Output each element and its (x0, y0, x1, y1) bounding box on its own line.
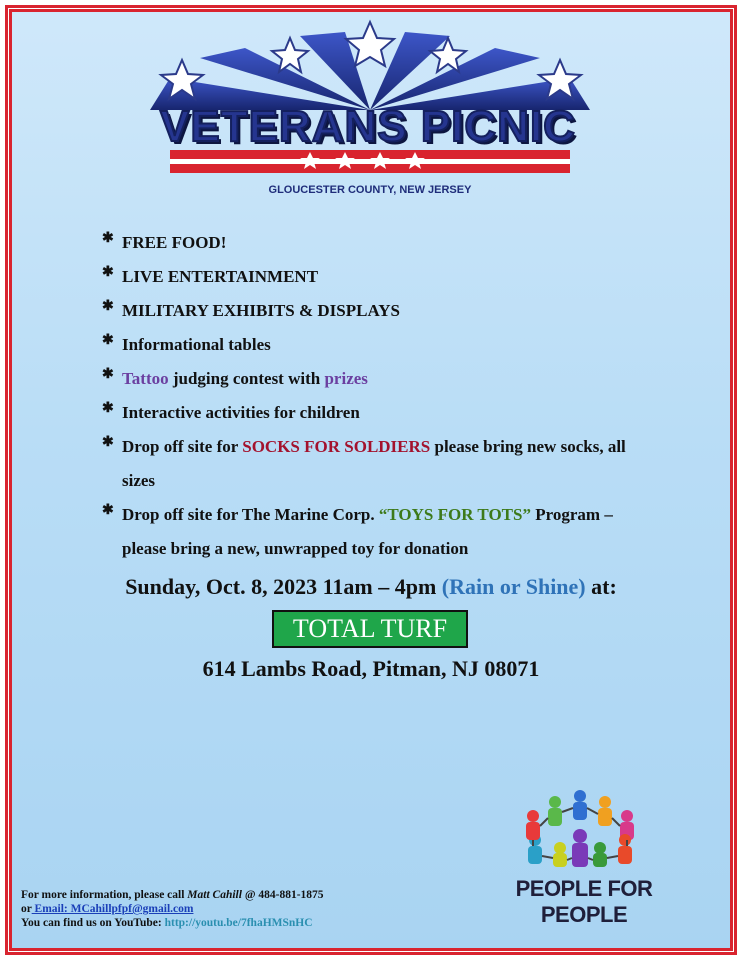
people-circle-logo (505, 786, 655, 868)
star-bullet-icon: ✱ (102, 367, 114, 382)
list-item (98, 430, 658, 498)
email-prefix: or (21, 903, 32, 915)
star-bullet-icon: ✱ (102, 231, 114, 246)
event-date-time (0, 574, 742, 600)
feature-text: judging contest with (168, 369, 325, 388)
venue-address: 614 Lambs Road, Pitman, NJ 08071 (202, 656, 540, 681)
people-for-people-name: PEOPLE FOR PEOPLE (515, 876, 653, 927)
list-item (98, 328, 658, 362)
at-text: at: (585, 574, 617, 599)
venue-name-box: TOTAL TURF (272, 610, 468, 648)
prizes-highlight: prizes (324, 369, 368, 388)
phone-number: @ 484-881-1875 (241, 889, 324, 901)
feature-text: Interactive activities for children (122, 403, 360, 422)
list-item (98, 362, 658, 396)
youtube-prefix: You can find us on YouTube: (21, 917, 165, 929)
list-item (98, 226, 658, 260)
list-item (98, 396, 658, 430)
feature-text: Informational tables (122, 335, 271, 354)
feature-text: MILITARY EXHIBITS & DISPLAYS (122, 301, 400, 320)
phone-line (21, 888, 441, 902)
toys-for-tots-highlight: “TOYS FOR TOTS” (378, 505, 531, 524)
contact-info (21, 888, 441, 930)
star-bullet-icon: ✱ (102, 265, 114, 280)
feature-list (98, 226, 658, 566)
event-title: VETERANS PICNIC (160, 102, 576, 151)
veterans-picnic-logo (130, 18, 610, 208)
feature-text: please bring new socks, all sizes (122, 437, 626, 490)
star-bullet-icon: ✱ (102, 333, 114, 348)
rain-or-shine-note: (Rain or Shine) (441, 574, 586, 599)
feature-text: LIVE ENTERTAINMENT (122, 267, 319, 286)
tattoo-highlight: Tattoo (122, 369, 169, 388)
youtube-line (21, 916, 441, 930)
youtube-link[interactable]: http://youtu.be/7fhaHMSnHC (164, 917, 313, 929)
star-bullet-icon: ✱ (102, 401, 114, 416)
star-bullet-icon: ✱ (102, 503, 114, 518)
star-bullet-icon: ✱ (102, 435, 114, 450)
email-link[interactable]: Email: MCahillpfpf@gmail.com (31, 903, 194, 915)
feature-text: FREE FOOD! (122, 233, 227, 252)
feature-text: Drop off site for (122, 437, 243, 456)
list-item (98, 260, 658, 294)
email-line (21, 902, 441, 916)
list-item (98, 498, 658, 566)
event-subtitle: GLOUCESTER COUNTY, NEW JERSEY (268, 184, 472, 196)
feature-text: Program – please bring a new, unwrapped toy for donation (122, 505, 613, 558)
phone-prefix: For more information, please call (21, 889, 188, 901)
date-time-text: Sunday, Oct. 8, 2023 11am – 4pm (125, 574, 442, 599)
socks-for-soldiers-highlight: SOCKS FOR SOLDIERS (242, 437, 431, 456)
star-bullet-icon: ✱ (102, 299, 114, 314)
feature-text: Drop off site for The Marine Corp. (122, 505, 379, 524)
contact-name: Matt Cahill (187, 889, 242, 901)
list-item (98, 294, 658, 328)
